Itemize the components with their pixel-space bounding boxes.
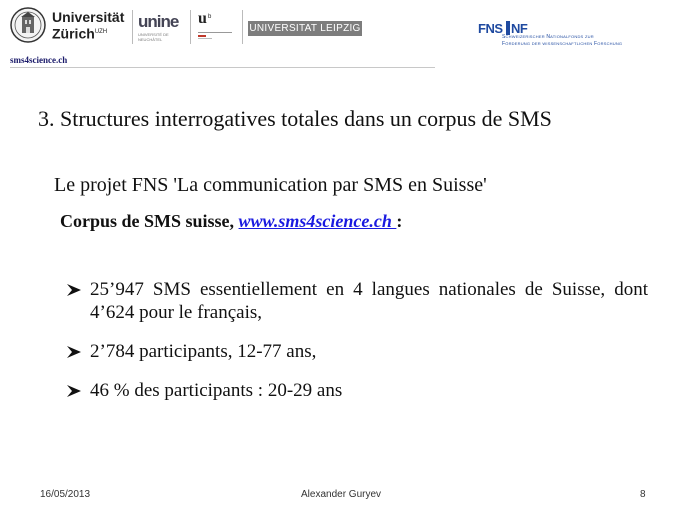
uzh-sup: UZH [94,29,108,35]
uzh-line2: Zürich [52,25,95,42]
site-label: sms4science.ch [10,55,68,65]
slide-title: 3. Structures interrogatives totales dans un corpus de SMS [38,106,552,131]
header-rule [10,67,435,68]
arrow-bullet-icon [66,384,82,398]
unibe-mark: u [198,10,207,27]
fns-logo [478,20,658,52]
bullet-text: 2’784 participants, 12-77 ans, [90,341,317,362]
corpus-label: Corpus de SMS suisse, [60,211,239,231]
footer-page-number: 8 [640,489,646,500]
logo-divider [132,10,133,44]
logo-divider [242,10,243,44]
uzh-wordmark [52,10,124,42]
arrow-bullet-icon [66,345,82,359]
uzh-line1: Universität [52,9,125,25]
leipzig-logo: UNIVERSITAT LEIPZIG [249,23,361,34]
bullet-list [66,278,648,418]
corpus-link[interactable]: www.sms4science.ch [238,211,397,231]
list-item [66,278,648,324]
uzh-logo [10,6,128,46]
corpus-colon: : [396,211,403,231]
list-item [66,340,648,363]
svg-text:b: b [208,14,212,20]
svg-text:FNS: FNS [478,21,503,36]
svg-text:NF: NF [511,21,528,36]
slide-subtitle: Le projet FNS 'La communication par SMS en Suisse' [54,174,487,196]
logo-divider [190,10,191,44]
list-item [66,379,648,402]
corpus-line [60,211,402,232]
fns-line1: Schweizerischer Nationalfonds zur [502,34,594,40]
unine-wordmark: unine [138,12,179,31]
bullet-text: 25’947 SMS essentiellement en 4 langues nationales de Suisse, dont 4’624 pour le français, [90,279,648,323]
bullet-text: 46 % des participants : 20-29 ans [90,380,343,401]
unibe-emblem-icon [196,10,236,46]
unine-sub1: UNIVERSITÉ DE [138,32,169,37]
footer-date: 16/05/2013 [40,489,91,500]
fns-text [502,34,662,48]
unibe-logo [196,10,236,46]
uzh-seal-icon [10,6,46,44]
footer-author: Alexander Guryev [301,489,382,500]
unine-logo [138,12,186,46]
unine-sub2: NEUCHÂTEL [138,37,163,42]
arrow-bullet-icon [66,283,82,297]
fns-line2: Förderung der wissenschaftlichen Forschung [502,41,623,47]
